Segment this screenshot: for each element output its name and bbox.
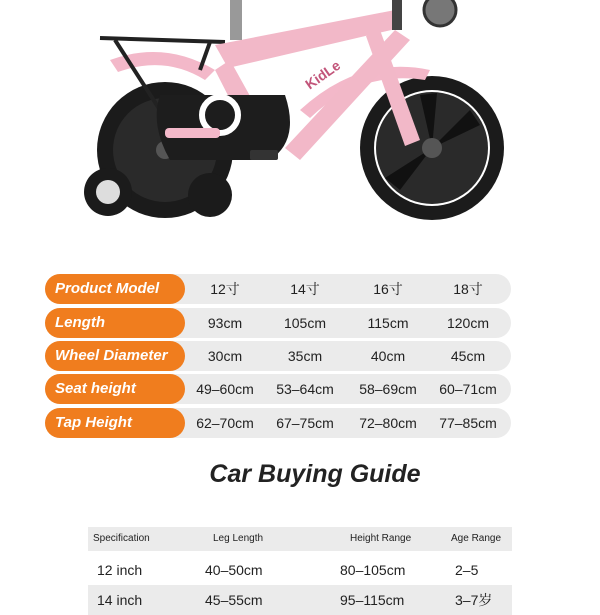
spec-value: 53–64cm — [276, 381, 334, 397]
chain-guard-stripe — [165, 128, 220, 138]
spec-value: 35cm — [287, 348, 323, 364]
frame-brand-text: KidLe — [302, 56, 344, 93]
spec-label: Wheel Diameter — [45, 341, 185, 371]
guide-cell: 12 inch — [97, 562, 143, 578]
spec-label: Length — [45, 308, 185, 338]
spec-value: 58–69cm — [359, 381, 417, 397]
guide-cell: 40–50cm — [205, 562, 263, 578]
spec-value: 60–71cm — [439, 381, 497, 397]
spec-label: Product Model — [45, 274, 185, 304]
handlebar-stem — [392, 0, 402, 30]
seat-post — [230, 0, 242, 40]
spec-value: 49–60cm — [196, 381, 254, 397]
spec-value: 77–85cm — [439, 415, 497, 431]
spec-value: 12寸 — [210, 281, 240, 297]
pedal — [250, 150, 278, 160]
guide-row — [88, 585, 512, 615]
guide-header-cell: Specification — [93, 533, 150, 544]
spec-value: 14寸 — [290, 281, 320, 297]
spec-value: 105cm — [283, 315, 327, 331]
spec-value: 40cm — [370, 348, 406, 364]
front-wheel — [360, 76, 504, 220]
spec-row-length — [45, 308, 511, 338]
spec-row-seat-height — [45, 374, 511, 404]
guide-title: Car Buying Guide — [209, 460, 421, 488]
guide-cell: 80–105cm — [340, 562, 406, 578]
spec-value: 16寸 — [373, 281, 403, 297]
guide-header-cell: Leg Length — [213, 533, 264, 544]
guide-cell: 3–7岁 — [455, 592, 493, 608]
spec-value: 120cm — [446, 315, 490, 331]
spec-value: 18寸 — [453, 281, 483, 297]
guide-header-cell: Age Range — [451, 533, 502, 544]
spec-value: 72–80cm — [359, 415, 417, 431]
headlight-icon — [424, 0, 456, 26]
spec-label: Seat height — [45, 374, 185, 404]
spec-label: Tap Height — [45, 408, 185, 438]
bike-illustration — [0, 0, 600, 255]
guide-header-cell: Height Range — [350, 533, 412, 544]
spec-value: 30cm — [207, 348, 243, 364]
guide-cell: 14 inch — [97, 592, 143, 608]
spec-value: 45cm — [450, 348, 486, 364]
spec-row-wheel-diameter — [45, 341, 511, 371]
spec-value: 93cm — [207, 315, 243, 331]
guide-cell: 2–5 — [455, 562, 479, 578]
guide-cell: 45–55cm — [205, 592, 263, 608]
guide-cell: 95–115cm — [340, 592, 405, 608]
spec-row-product-model — [45, 274, 511, 304]
spec-row-tap-height — [45, 408, 511, 438]
spec-value: 67–75cm — [276, 415, 334, 431]
spec-value: 115cm — [367, 315, 409, 331]
guide-row — [88, 555, 512, 585]
guide-header-row — [88, 527, 512, 551]
spec-value: 62–70cm — [196, 415, 254, 431]
